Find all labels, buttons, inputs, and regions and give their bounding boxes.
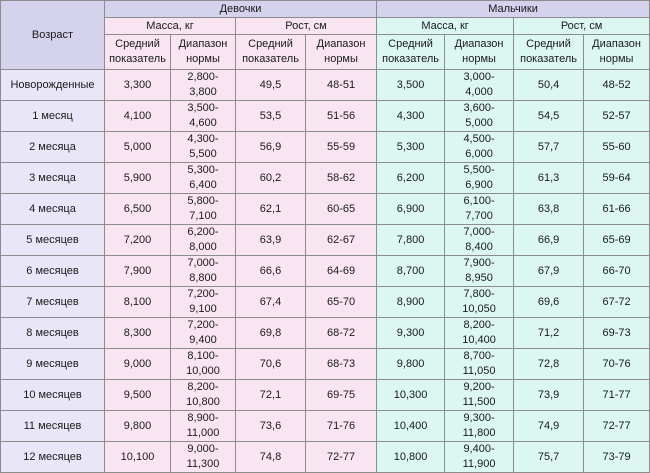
cell-boys-height-range: 59-64 bbox=[584, 163, 650, 194]
cell-age: 11 месяцев bbox=[1, 411, 105, 442]
cell-girls-mass-range: 8,100- 10,000 bbox=[171, 349, 236, 380]
cell-girls-mass-range: 5,800- 7,100 bbox=[171, 194, 236, 225]
cell-age: 12 месяцев bbox=[1, 442, 105, 473]
cell-boys-mass-range: 9,300- 11,800 bbox=[445, 411, 514, 442]
cell-girls-height-avg: 74,8 bbox=[236, 442, 306, 473]
cell-boys-mass-range: 8,700- 11,050 bbox=[445, 349, 514, 380]
cell-boys-height-avg: 69,6 bbox=[514, 287, 584, 318]
cell-girls-mass-range: 5,300- 6,400 bbox=[171, 163, 236, 194]
cell-boys-height-range: 73-79 bbox=[584, 442, 650, 473]
cell-boys-height-avg: 57,7 bbox=[514, 132, 584, 163]
cell-girls-mass-range: 9,000- 11,300 bbox=[171, 442, 236, 473]
cell-girls-mass-avg: 9,000 bbox=[105, 349, 171, 380]
cell-girls-mass-avg: 3,300 bbox=[105, 70, 171, 101]
cell-age: 6 месяцев bbox=[1, 256, 105, 287]
cell-boys-mass-range: 4,500- 6,000 bbox=[445, 132, 514, 163]
girls-mass-range-header: Диапазон нормы bbox=[171, 35, 236, 70]
cell-boys-mass-range: 7,900- 8,950 bbox=[445, 256, 514, 287]
table-row bbox=[1, 163, 650, 194]
table-row bbox=[1, 194, 650, 225]
cell-boys-height-range: 71-77 bbox=[584, 380, 650, 411]
cell-girls-height-avg: 62,1 bbox=[236, 194, 306, 225]
cell-boys-height-avg: 74,9 bbox=[514, 411, 584, 442]
cell-girls-mass-range: 7,000- 8,800 bbox=[171, 256, 236, 287]
cell-girls-mass-range: 8,200- 10,800 bbox=[171, 380, 236, 411]
cell-boys-height-avg: 72,8 bbox=[514, 349, 584, 380]
cell-girls-height-range: 55-59 bbox=[306, 132, 377, 163]
cell-boys-height-range: 66-70 bbox=[584, 256, 650, 287]
cell-boys-mass-avg: 4,300 bbox=[377, 101, 445, 132]
girls-height-range-header: Диапазон нормы bbox=[306, 35, 377, 70]
cell-girls-height-range: 72-77 bbox=[306, 442, 377, 473]
boys-height-header: Рост, см bbox=[514, 18, 650, 35]
boys-mass-range-header: Диапазон нормы bbox=[445, 35, 514, 70]
cell-boys-height-range: 70-76 bbox=[584, 349, 650, 380]
boys-height-avg-header: Средний показатель bbox=[514, 35, 584, 70]
cell-boys-height-range: 72-77 bbox=[584, 411, 650, 442]
cell-boys-mass-range: 7,800- 10,050 bbox=[445, 287, 514, 318]
cell-girls-height-range: 58-62 bbox=[306, 163, 377, 194]
cell-girls-height-avg: 66,6 bbox=[236, 256, 306, 287]
table-row bbox=[1, 349, 650, 380]
table-row bbox=[1, 225, 650, 256]
cell-age: 8 месяцев bbox=[1, 318, 105, 349]
boys-header: Мальчики bbox=[377, 1, 650, 18]
cell-age: 9 месяцев bbox=[1, 349, 105, 380]
cell-boys-mass-avg: 9,800 bbox=[377, 349, 445, 380]
cell-girls-height-avg: 67,4 bbox=[236, 287, 306, 318]
cell-girls-mass-range: 7,200- 9,400 bbox=[171, 318, 236, 349]
cell-girls-mass-avg: 7,200 bbox=[105, 225, 171, 256]
table-row bbox=[1, 442, 650, 473]
cell-boys-mass-range: 6,100- 7,700 bbox=[445, 194, 514, 225]
cell-girls-mass-range: 2,800- 3,800 bbox=[171, 70, 236, 101]
table-row bbox=[1, 380, 650, 411]
cell-boys-height-range: 61-66 bbox=[584, 194, 650, 225]
cell-girls-mass-avg: 4,100 bbox=[105, 101, 171, 132]
cell-boys-mass-avg: 10,400 bbox=[377, 411, 445, 442]
cell-girls-height-range: 64-69 bbox=[306, 256, 377, 287]
cell-boys-height-range: 67-72 bbox=[584, 287, 650, 318]
boys-mass-header: Масса, кг bbox=[377, 18, 514, 35]
table-row bbox=[1, 411, 650, 442]
cell-age: 4 месяца bbox=[1, 194, 105, 225]
cell-boys-height-avg: 61,3 bbox=[514, 163, 584, 194]
cell-boys-height-avg: 73,9 bbox=[514, 380, 584, 411]
cell-girls-mass-range: 3,500- 4,600 bbox=[171, 101, 236, 132]
table-row bbox=[1, 318, 650, 349]
cell-girls-height-avg: 73,6 bbox=[236, 411, 306, 442]
cell-girls-mass-avg: 9,800 bbox=[105, 411, 171, 442]
cell-age: 2 месяца bbox=[1, 132, 105, 163]
cell-boys-height-avg: 71,2 bbox=[514, 318, 584, 349]
cell-girls-height-range: 62-67 bbox=[306, 225, 377, 256]
table-row bbox=[1, 256, 650, 287]
cell-boys-height-range: 55-60 bbox=[584, 132, 650, 163]
cell-age: 7 месяцев bbox=[1, 287, 105, 318]
cell-boys-height-avg: 54,5 bbox=[514, 101, 584, 132]
cell-girls-height-avg: 53,5 bbox=[236, 101, 306, 132]
cell-boys-height-range: 69-73 bbox=[584, 318, 650, 349]
cell-boys-mass-avg: 3,500 bbox=[377, 70, 445, 101]
table-row bbox=[1, 70, 650, 101]
cell-boys-mass-avg: 8,700 bbox=[377, 256, 445, 287]
cell-girls-height-avg: 69,8 bbox=[236, 318, 306, 349]
cell-boys-mass-range: 9,400- 11,900 bbox=[445, 442, 514, 473]
cell-age: 3 месяца bbox=[1, 163, 105, 194]
cell-age: 10 месяцев bbox=[1, 380, 105, 411]
cell-girls-height-avg: 56,9 bbox=[236, 132, 306, 163]
cell-girls-mass-range: 4,300- 5,500 bbox=[171, 132, 236, 163]
cell-girls-mass-avg: 5,900 bbox=[105, 163, 171, 194]
cell-girls-mass-avg: 6,500 bbox=[105, 194, 171, 225]
cell-boys-mass-avg: 5,300 bbox=[377, 132, 445, 163]
cell-girls-mass-avg: 5,000 bbox=[105, 132, 171, 163]
cell-boys-height-avg: 63,8 bbox=[514, 194, 584, 225]
cell-boys-height-avg: 67,9 bbox=[514, 256, 584, 287]
cell-girls-mass-avg: 7,900 bbox=[105, 256, 171, 287]
cell-girls-mass-avg: 9,500 bbox=[105, 380, 171, 411]
cell-girls-height-avg: 72,1 bbox=[236, 380, 306, 411]
cell-boys-mass-avg: 10,300 bbox=[377, 380, 445, 411]
cell-girls-height-range: 60-65 bbox=[306, 194, 377, 225]
cell-boys-mass-range: 3,000- 4,000 bbox=[445, 70, 514, 101]
cell-girls-mass-range: 6,200- 8,000 bbox=[171, 225, 236, 256]
boys-height-range-header: Диапазон нормы bbox=[584, 35, 650, 70]
cell-boys-mass-avg: 7,800 bbox=[377, 225, 445, 256]
cell-girls-height-avg: 63,9 bbox=[236, 225, 306, 256]
cell-girls-height-range: 71-76 bbox=[306, 411, 377, 442]
cell-girls-height-avg: 70,6 bbox=[236, 349, 306, 380]
table-row bbox=[1, 101, 650, 132]
cell-girls-height-avg: 60,2 bbox=[236, 163, 306, 194]
cell-girls-mass-avg: 8,300 bbox=[105, 318, 171, 349]
cell-boys-mass-range: 7,000- 8,400 bbox=[445, 225, 514, 256]
cell-boys-mass-avg: 9,300 bbox=[377, 318, 445, 349]
cell-boys-mass-range: 9,200- 11,500 bbox=[445, 380, 514, 411]
cell-age: Новорожденные bbox=[1, 70, 105, 101]
cell-girls-mass-range: 8,900- 11,000 bbox=[171, 411, 236, 442]
cell-age: 5 месяцев bbox=[1, 225, 105, 256]
girls-mass-avg-header: Средний показатель bbox=[105, 35, 171, 70]
cell-girls-mass-avg: 8,100 bbox=[105, 287, 171, 318]
girls-height-header: Рост, см bbox=[236, 18, 377, 35]
cell-girls-height-range: 65-70 bbox=[306, 287, 377, 318]
boys-mass-avg-header: Средний показатель bbox=[377, 35, 445, 70]
table-row bbox=[1, 287, 650, 318]
cell-age: 1 месяц bbox=[1, 101, 105, 132]
cell-girls-height-range: 68-73 bbox=[306, 349, 377, 380]
cell-boys-height-range: 52-57 bbox=[584, 101, 650, 132]
cell-girls-height-range: 51-56 bbox=[306, 101, 377, 132]
cell-girls-mass-avg: 10,100 bbox=[105, 442, 171, 473]
cell-boys-mass-avg: 8,900 bbox=[377, 287, 445, 318]
cell-girls-height-range: 68-72 bbox=[306, 318, 377, 349]
cell-boys-mass-avg: 6,900 bbox=[377, 194, 445, 225]
cell-boys-mass-avg: 6,200 bbox=[377, 163, 445, 194]
cell-girls-height-range: 48-51 bbox=[306, 70, 377, 101]
cell-boys-height-range: 65-69 bbox=[584, 225, 650, 256]
cell-boys-mass-range: 8,200- 10,400 bbox=[445, 318, 514, 349]
cell-boys-mass-avg: 10,800 bbox=[377, 442, 445, 473]
cell-boys-mass-range: 3,600- 5,000 bbox=[445, 101, 514, 132]
cell-girls-mass-range: 7,200- 9,100 bbox=[171, 287, 236, 318]
cell-boys-height-range: 48-52 bbox=[584, 70, 650, 101]
cell-boys-height-avg: 50,4 bbox=[514, 70, 584, 101]
cell-girls-height-range: 69-75 bbox=[306, 380, 377, 411]
girls-height-avg-header: Средний показатель bbox=[236, 35, 306, 70]
cell-boys-height-avg: 75,7 bbox=[514, 442, 584, 473]
cell-girls-height-avg: 49,5 bbox=[236, 70, 306, 101]
table-row bbox=[1, 132, 650, 163]
age-header: Возраст bbox=[1, 1, 105, 70]
girls-header: Девочки bbox=[105, 1, 377, 18]
cell-boys-height-avg: 66,9 bbox=[514, 225, 584, 256]
girls-mass-header: Масса, кг bbox=[105, 18, 236, 35]
cell-boys-mass-range: 5,500- 6,900 bbox=[445, 163, 514, 194]
